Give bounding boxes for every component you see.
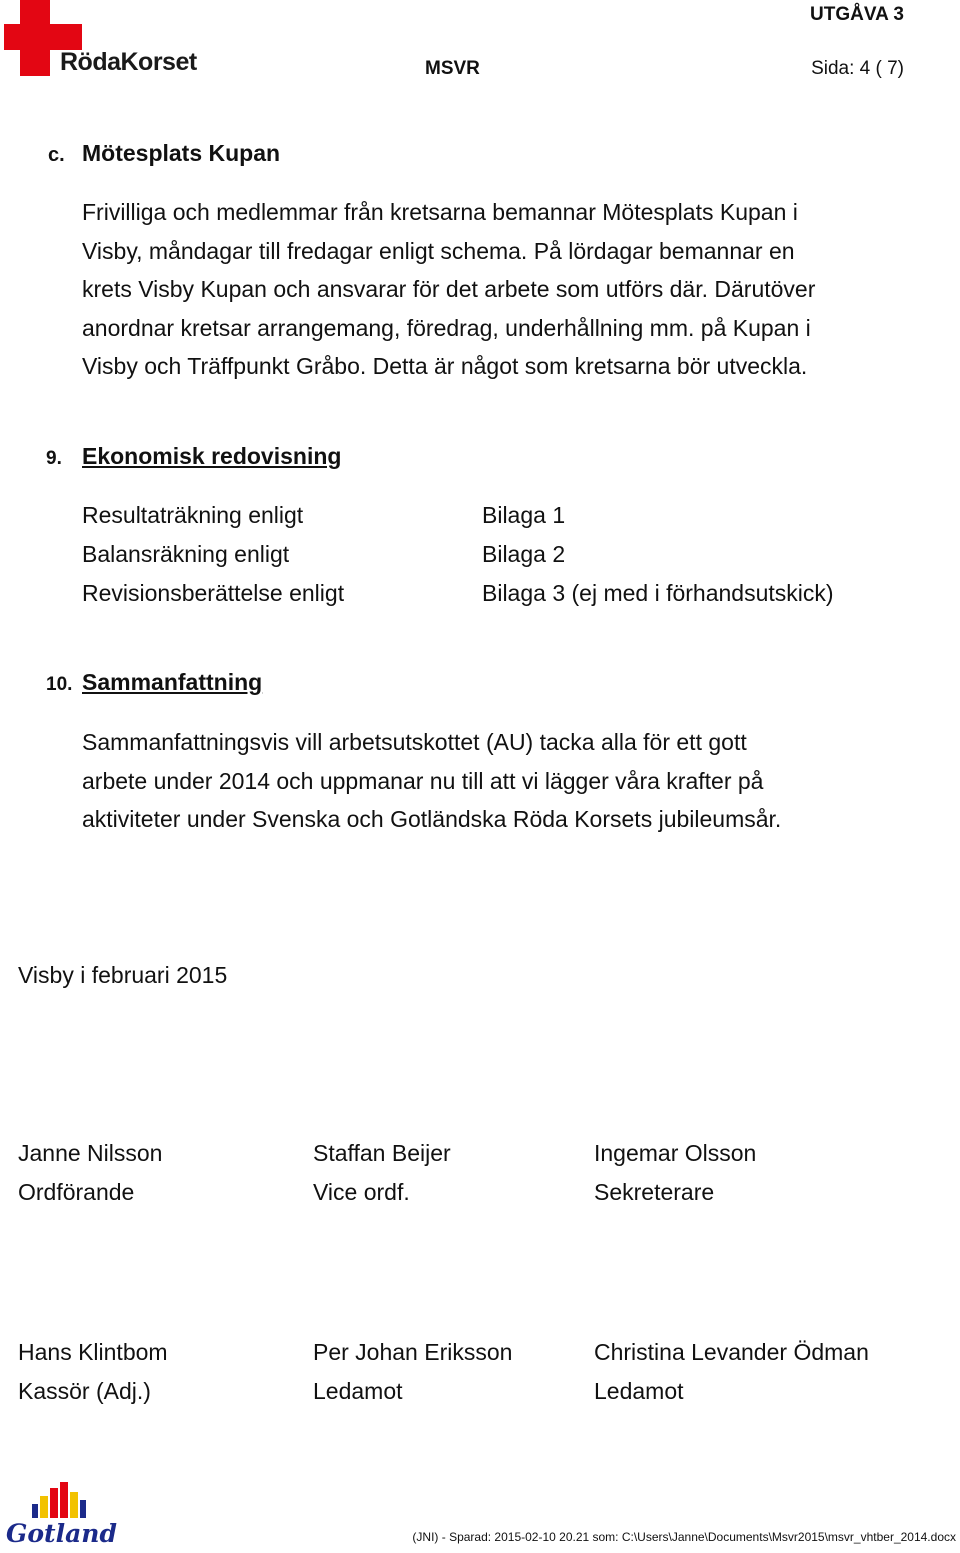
signer-name: Janne Nilsson xyxy=(18,1140,163,1166)
paragraph-line: Frivilliga och medlemmar från kretsarna bemannar Mötesplats Kupan i xyxy=(82,199,798,225)
signer-role: Kassör (Adj.) xyxy=(18,1378,151,1404)
gotland-wordmark: Gotland xyxy=(6,1519,117,1548)
signer-role: Ledamot xyxy=(313,1378,403,1404)
signer-role: Sekreterare xyxy=(594,1179,715,1205)
section-c-heading xyxy=(48,140,280,167)
document-id: MSVR xyxy=(425,58,480,79)
signer-name: Ingemar Olsson xyxy=(594,1140,757,1166)
finance-row xyxy=(82,580,834,607)
signature-block xyxy=(313,1134,451,1212)
paragraph-line: Visby och Träffpunkt Gråbo. Detta är något som kretsarna bör utveckla. xyxy=(82,353,808,380)
place-and-date: Visby i februari 2015 xyxy=(18,962,228,988)
signature-block xyxy=(594,1333,869,1411)
section-9-heading xyxy=(46,443,341,470)
paragraph-line: aktiviteter under Svenska och Gotländska Röda Korsets jubileumsår. xyxy=(82,806,782,833)
edition-label: UTGÅVA 3 xyxy=(810,4,904,25)
save-info: (JNI) - Sparad: 2015-02-10 20.21 som: C:\Users\Janne\Documents\Msvr2015\msvr_vhtber_2014.docx xyxy=(412,1530,956,1544)
finance-row-value: Bilaga 1 xyxy=(482,502,566,528)
signer-role: Ordförande xyxy=(18,1179,135,1205)
finance-row-label: Revisionsberättelse enligt xyxy=(82,580,345,606)
paragraph-line: arbete under 2014 och uppmanar nu till att vi lägger våra krafter på xyxy=(82,767,764,794)
gotland-logo xyxy=(4,1478,117,1548)
signer-role: Vice ordf. xyxy=(313,1179,410,1205)
signer-name: Hans Klintbom xyxy=(18,1339,168,1365)
section-10-title: Sammanfattning xyxy=(82,669,263,695)
signer-role: Ledamot xyxy=(594,1378,684,1404)
signer-name: Christina Levander Ödman xyxy=(594,1339,869,1365)
section-9-title: Ekonomisk redovisning xyxy=(82,443,342,469)
finance-row-label: Resultaträkning enligt xyxy=(82,502,304,528)
logo-wordmark: RödaKorset xyxy=(60,48,197,76)
signer-name: Per Johan Eriksson xyxy=(313,1339,513,1365)
section-c-title: Mötesplats Kupan xyxy=(82,140,281,166)
signature-block xyxy=(594,1134,756,1212)
signature-block xyxy=(313,1333,512,1411)
page-number: Sida: 4 ( 7) xyxy=(811,58,904,79)
gotland-emblem-icon xyxy=(4,1478,117,1548)
signer-name: Staffan Beijer xyxy=(313,1140,451,1166)
paragraph-line: anordnar kretsar arrangemang, föredrag, underhållning mm. på Kupan i xyxy=(82,314,811,341)
signature-block xyxy=(18,1134,162,1212)
paragraph-line: krets Visby Kupan och ansvarar för det arbete som utförs där. Därutöver xyxy=(82,276,816,303)
finance-row-value: Bilaga 2 xyxy=(482,541,566,567)
section-c-letter: c. xyxy=(48,144,65,166)
section-10-number: 10. xyxy=(46,674,73,695)
paragraph-line: Visby, måndagar till fredagar enligt schema. På lördagar bemannar en xyxy=(82,237,795,264)
paragraph-line: Sammanfattningsvis vill arbetsutskottet (AU) tacka alla för ett gott xyxy=(82,729,747,755)
section-10-paragraph xyxy=(82,723,912,839)
section-9-number: 9. xyxy=(46,448,62,469)
section-c-paragraph xyxy=(82,193,912,386)
finance-row-value: Bilaga 3 (ej med i förhandsutskick) xyxy=(482,580,834,606)
finance-row xyxy=(82,541,565,568)
finance-row-label: Balansräkning enligt xyxy=(82,541,290,567)
section-10-heading xyxy=(46,669,262,696)
signature-block xyxy=(18,1333,168,1411)
finance-row xyxy=(82,502,565,529)
